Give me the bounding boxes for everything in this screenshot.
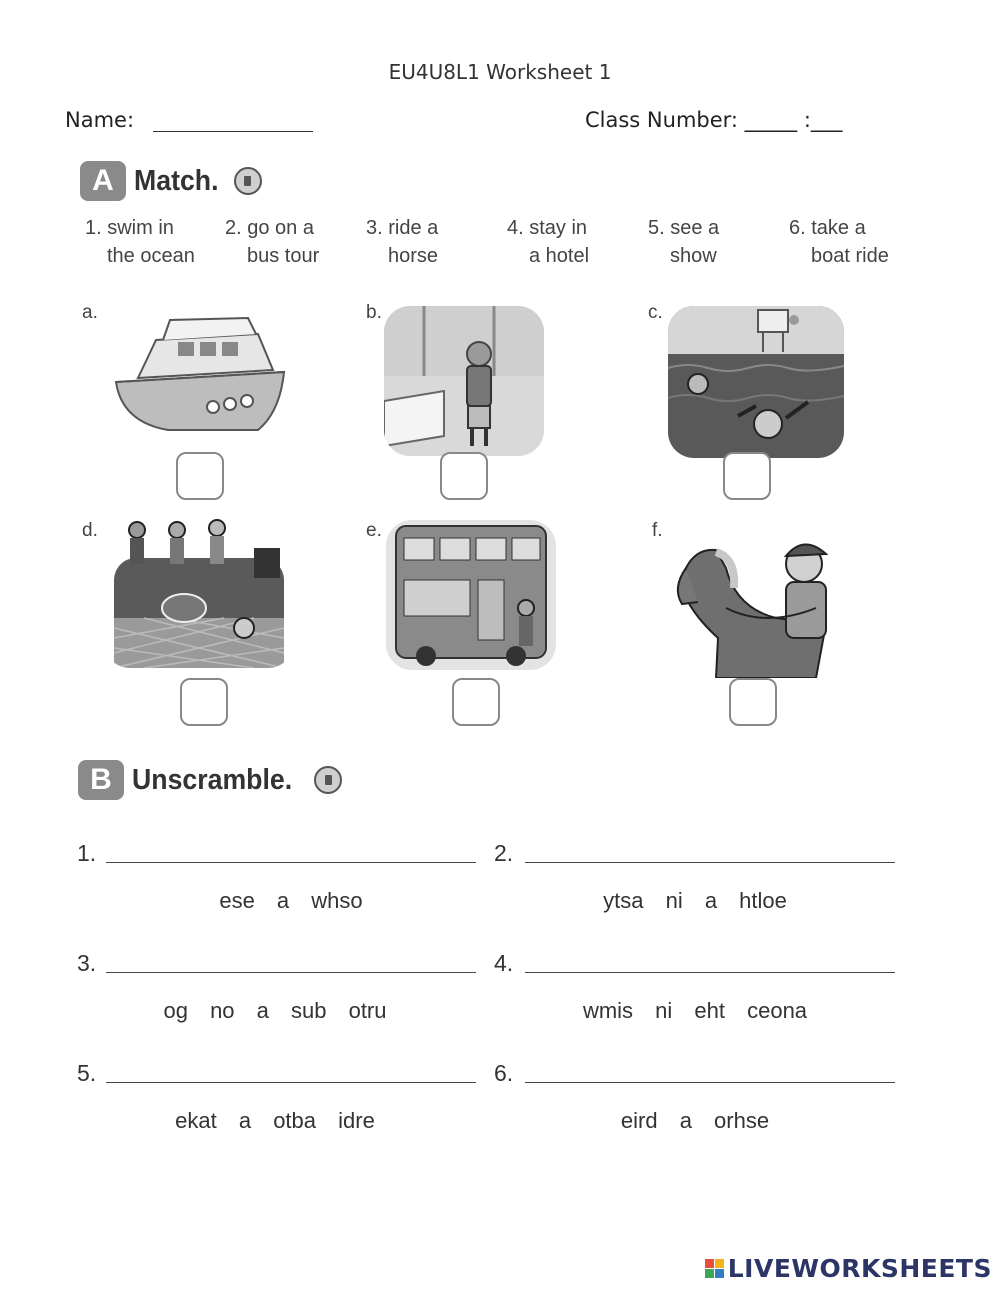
worksheet-title: EU4U8L1 Worksheet 1 — [388, 60, 612, 84]
unscramble-number-3: 3. — [77, 950, 97, 976]
unscramble-number-1: 1. — [77, 840, 97, 866]
scrambled-words-2: ytsa ni a htloe — [603, 888, 787, 913]
match-phrase-5 — [648, 214, 719, 270]
logo-square — [715, 1269, 724, 1278]
unscramble-number-5: 5. — [77, 1060, 97, 1086]
picture-letter-d: d. — [82, 520, 98, 541]
answer-box-b[interactable] — [440, 452, 488, 500]
picture-letter-a: a. — [82, 302, 98, 323]
phrase-line: boat ride — [811, 245, 889, 267]
picture-letter-b: b. — [366, 302, 382, 323]
scrambled-words-3: og no a sub otru — [163, 998, 387, 1023]
ocean-swim-illustration — [668, 306, 844, 458]
picture-letter-f: f. — [652, 520, 663, 541]
unscramble-number-6: 6. — [494, 1060, 514, 1086]
section-b-badge: B — [78, 760, 124, 800]
scrambled-words-6: eird a orhse — [620, 1108, 770, 1133]
audio-cd-icon — [314, 766, 342, 794]
phrase-line: the ocean — [107, 245, 195, 267]
answer-line-5[interactable] — [106, 1082, 476, 1083]
picture-letter-c: c. — [648, 302, 663, 323]
phrase-line: 5. see a — [648, 217, 720, 239]
logo-square — [705, 1259, 714, 1268]
match-phrase-2 — [225, 214, 319, 270]
boat-illustration — [108, 312, 290, 442]
logo-text: LIVEWORKSHEETS — [727, 1254, 992, 1283]
name-row — [65, 108, 313, 132]
match-phrase-4 — [507, 214, 589, 270]
answer-box-a[interactable] — [176, 452, 224, 500]
logo-mark-icon — [705, 1259, 724, 1278]
answer-line-3[interactable] — [106, 972, 476, 973]
match-phrase-3 — [366, 214, 438, 270]
answer-box-f[interactable] — [729, 678, 777, 726]
answer-line-2[interactable] — [525, 862, 895, 863]
phrase-line: horse — [388, 245, 439, 267]
audio-cd-icon — [234, 167, 262, 195]
logo-square — [705, 1269, 714, 1278]
logo-square — [715, 1259, 724, 1268]
name-label: Name: — [65, 108, 135, 132]
answer-line-6[interactable] — [525, 1082, 895, 1083]
picture-letter-e: e. — [366, 520, 382, 541]
match-phrase-1 — [85, 214, 195, 270]
section-a-header — [80, 161, 262, 201]
scrambled-words-4: wmis ni eht ceona — [582, 998, 808, 1023]
answer-box-d[interactable] — [180, 678, 228, 726]
section-b-title: Unscramble. — [132, 763, 293, 796]
answer-line-1[interactable] — [106, 862, 476, 863]
phrase-line: 4. stay in — [507, 217, 588, 239]
answer-box-c[interactable] — [723, 452, 771, 500]
answer-line-4[interactable] — [525, 972, 895, 973]
class-number-label: Class Number: _____ :___ — [585, 108, 843, 132]
phrase-line: show — [670, 245, 717, 267]
phrase-line: 6. take a — [789, 217, 866, 239]
phrase-line: 2. go on a — [225, 217, 314, 239]
phrase-line: 3. ride a — [366, 217, 439, 239]
horse-ride-illustration — [666, 528, 842, 678]
phrase-line: bus tour — [247, 245, 320, 267]
match-phrase-6 — [789, 214, 889, 270]
answer-box-e[interactable] — [452, 678, 500, 726]
unscramble-number-2: 2. — [494, 840, 514, 866]
stage-show-illustration — [104, 518, 294, 668]
section-a-badge: A — [80, 161, 126, 201]
scrambled-words-5: ekat a otba idre — [175, 1108, 375, 1133]
name-field[interactable] — [153, 111, 313, 132]
double-decker-bus-illustration — [386, 520, 556, 670]
section-a-title: Match. — [134, 164, 219, 197]
section-b-header — [78, 760, 342, 800]
unscramble-number-4: 4. — [494, 950, 514, 976]
scrambled-words-1: ese a whso — [219, 888, 363, 913]
liveworksheets-logo[interactable] — [705, 1254, 992, 1283]
phrase-line: 1. swim in — [85, 217, 174, 239]
phrase-line: a hotel — [529, 245, 590, 267]
hotel-illustration — [384, 306, 544, 456]
